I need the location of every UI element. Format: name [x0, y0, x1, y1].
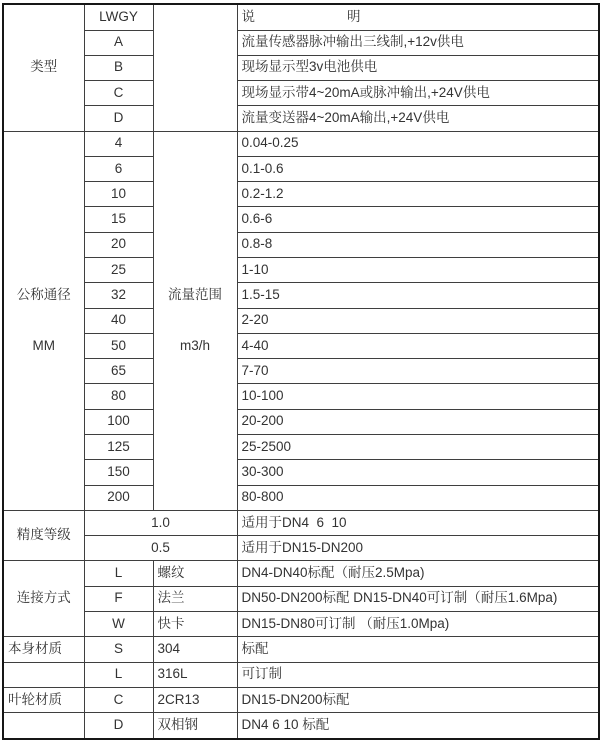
table-row [3, 55, 599, 80]
flow-range-cell: 4-40 [237, 333, 599, 358]
description-header-cell: 说明 [237, 4, 599, 30]
impeller-name-cell: 2CR13 [153, 687, 237, 712]
flow-range-cell: 2-20 [237, 308, 599, 333]
empty-cell [3, 713, 84, 739]
type-desc-cell: 现场显示带4~20mA或脉冲输出,+24V供电 [237, 81, 599, 106]
dn-value-cell: 125 [84, 435, 153, 460]
table-row [3, 662, 599, 687]
flow-range-cell: 30-300 [237, 460, 599, 485]
dn-value-cell: 25 [84, 258, 153, 283]
table-row [3, 485, 599, 510]
impeller-code-cell: D [84, 713, 153, 739]
type-code-cell: B [84, 55, 153, 80]
connection-name-cell: 快卡 [153, 611, 237, 636]
table-row [3, 536, 599, 561]
connection-desc-cell: DN50-DN200标配 DN15-DN40可订制（耐压1.6Mpa) [237, 586, 599, 611]
flow-range-cell: 1-10 [237, 258, 599, 283]
connection-section-label: 连接方式 [3, 561, 84, 637]
connection-code-cell: F [84, 586, 153, 611]
diameter-label-line2: MM [32, 337, 55, 353]
table-row [3, 81, 599, 106]
type-section-label: 类型 [3, 4, 84, 131]
type-code-cell: A [84, 30, 153, 55]
dn-value-cell: 20 [84, 232, 153, 257]
table-row [3, 30, 599, 55]
table-row [3, 308, 599, 333]
accuracy-value-cell: 0.5 [84, 536, 237, 561]
type-code-cell: C [84, 81, 153, 106]
type-desc-cell: 流量传感器脉冲输出三线制,+12v供电 [237, 30, 599, 55]
body-material-desc-cell: 标配 [237, 637, 599, 662]
type-code-cell: D [84, 106, 153, 131]
empty-cell [3, 662, 84, 687]
connection-desc-cell: DN15-DN80可订制 （耐压1.0Mpa) [237, 611, 599, 636]
impeller-desc-cell: DN4 6 10 标配 [237, 713, 599, 739]
impeller-code-cell: L [84, 662, 153, 687]
flow-range-cell: 7-70 [237, 359, 599, 384]
table-row [3, 435, 599, 460]
table-row [3, 258, 599, 283]
table-row [3, 106, 599, 131]
diameter-section-label [3, 131, 84, 510]
flow-range-cell: 80-800 [237, 485, 599, 510]
impeller-material-label: 叶轮材质 [3, 687, 84, 712]
table-row [3, 283, 599, 308]
dn-value-cell: 4 [84, 131, 153, 156]
dn-value-cell: 40 [84, 308, 153, 333]
table-row [3, 510, 599, 535]
table-row [3, 637, 599, 662]
flow-range-label [153, 131, 237, 510]
table-row [3, 586, 599, 611]
flow-range-cell: 0.2-1.2 [237, 182, 599, 207]
impeller-desc-cell: 可订制 [237, 662, 599, 687]
impeller-name-cell: 双相钢 [153, 713, 237, 739]
body-material-name-cell: 304 [153, 637, 237, 662]
accuracy-section-label: 精度等级 [3, 510, 84, 561]
table-row [3, 182, 599, 207]
spec-table [2, 3, 600, 740]
dn-value-cell: 200 [84, 485, 153, 510]
dn-value-cell: 150 [84, 460, 153, 485]
table-row [3, 156, 599, 181]
table-row [3, 4, 599, 30]
flow-range-cell: 25-2500 [237, 435, 599, 460]
table-row [3, 359, 599, 384]
table-row [3, 333, 599, 358]
table-row [3, 409, 599, 434]
body-material-code-cell: S [84, 637, 153, 662]
flow-range-cell: 0.8-8 [237, 232, 599, 257]
flow-range-cell: 1.5-15 [237, 283, 599, 308]
table-row [3, 207, 599, 232]
table-row [3, 687, 599, 712]
impeller-name-cell: 316L [153, 662, 237, 687]
connection-desc-cell: DN4-DN40标配（耐压2.5Mpa) [237, 561, 599, 586]
impeller-code-cell: C [84, 687, 153, 712]
table-row [3, 131, 599, 156]
accuracy-desc-cell: 适用于DN15-DN200 [237, 536, 599, 561]
table-row [3, 713, 599, 739]
table-row [3, 561, 599, 586]
dn-value-cell: 65 [84, 359, 153, 384]
dn-value-cell: 80 [84, 384, 153, 409]
type-desc-cell: 现场显示型3v电池供电 [237, 55, 599, 80]
connection-code-cell: W [84, 611, 153, 636]
flow-range-cell: 0.6-6 [237, 207, 599, 232]
flow-label-line2: m3/h [179, 337, 210, 353]
diameter-label-line1: 公称通径 [16, 286, 71, 302]
accuracy-value-cell: 1.0 [84, 510, 237, 535]
table-row [3, 460, 599, 485]
flow-range-cell: 20-200 [237, 409, 599, 434]
dn-value-cell: 15 [84, 207, 153, 232]
flow-label-line1: 流量范围 [168, 286, 222, 302]
flow-range-cell: 10-100 [237, 384, 599, 409]
dn-value-cell: 32 [84, 283, 153, 308]
model-header-cell: LWGY [84, 4, 153, 30]
flow-range-cell: 0.04-0.25 [237, 131, 599, 156]
connection-name-cell: 螺纹 [153, 561, 237, 586]
type-desc-cell: 流量变送器4~20mA输出,+24V供电 [237, 106, 599, 131]
body-material-label: 本身材质 [3, 637, 84, 662]
table-row [3, 611, 599, 636]
flow-range-cell: 0.1-0.6 [237, 156, 599, 181]
table-row [3, 384, 599, 409]
table-row [3, 232, 599, 257]
connection-name-cell: 法兰 [153, 586, 237, 611]
type-empty-cell [153, 4, 237, 131]
dn-value-cell: 6 [84, 156, 153, 181]
dn-value-cell: 50 [84, 333, 153, 358]
impeller-desc-cell: DN15-DN200标配 [237, 687, 599, 712]
dn-value-cell: 100 [84, 409, 153, 434]
dn-value-cell: 10 [84, 182, 153, 207]
connection-code-cell: L [84, 561, 153, 586]
accuracy-desc-cell: 适用于DN4 6 10 [237, 510, 599, 535]
